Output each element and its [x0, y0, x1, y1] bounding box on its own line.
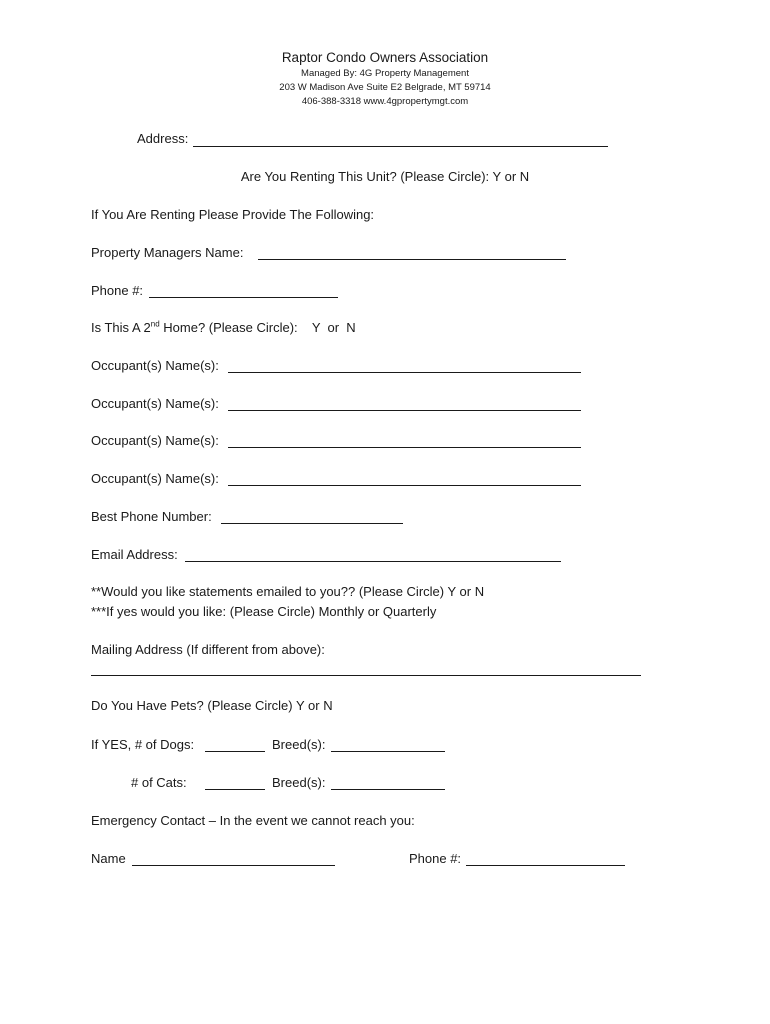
- occupant-label-1: Occupant(s) Name(s):: [91, 358, 219, 373]
- email-field[interactable]: [185, 561, 561, 562]
- cat-breeds-field[interactable]: [331, 789, 445, 790]
- renting-intro: If You Are Renting Please Provide The Following:: [91, 207, 375, 222]
- email-label: Email Address:: [91, 547, 178, 562]
- address-field[interactable]: [193, 146, 608, 147]
- manager-phone-field[interactable]: [149, 297, 338, 298]
- occupant-field-1[interactable]: [228, 372, 581, 373]
- cat-breeds-label: Breed(s):: [272, 775, 326, 790]
- emergency-phone-field[interactable]: [466, 865, 625, 866]
- property-manager-field[interactable]: [258, 259, 566, 260]
- dog-breeds-label: Breed(s):: [272, 737, 326, 752]
- office-address: 203 W Madison Ave Suite E2 Belgrade, MT 59714: [279, 82, 491, 93]
- occupant-label-4: Occupant(s) Name(s):: [91, 471, 219, 486]
- manager-phone-label: Phone #:: [91, 283, 144, 298]
- emergency-contact-label: Emergency Contact – In the event we cannot reach you:: [91, 813, 415, 828]
- best-phone-label: Best Phone Number:: [91, 509, 212, 524]
- best-phone-field[interactable]: [221, 523, 403, 524]
- occupant-label-3: Occupant(s) Name(s):: [91, 433, 219, 448]
- office-contact: 406-388-3318 www.4gpropertymgt.com: [301, 96, 469, 107]
- emergency-phone-label: Phone #:: [409, 851, 462, 866]
- occupant-field-4[interactable]: [228, 485, 581, 486]
- dog-breeds-field[interactable]: [331, 751, 445, 752]
- pets-question: Do You Have Pets? (Please Circle) Y or N: [91, 698, 333, 713]
- emergency-name-label: Name: [91, 851, 126, 866]
- occupant-field-3[interactable]: [228, 447, 581, 448]
- second-home-text: Is This A 2: [91, 320, 151, 335]
- second-home-options: Home? (Please Circle): Y or N: [159, 320, 356, 335]
- property-manager-label: Property Managers Name:: [91, 245, 244, 260]
- statements-frequency: ***If yes would you like: (Please Circle) Monthly or Quarterly: [91, 604, 437, 619]
- emergency-name-field[interactable]: [132, 865, 335, 866]
- dogs-label: If YES, # of Dogs:: [91, 737, 195, 752]
- statements-question: **Would you like statements emailed to you?? (Please Circle) Y or N: [91, 584, 485, 599]
- cats-count-field[interactable]: [205, 789, 265, 790]
- mailing-address-label: Mailing Address (If different from above):: [91, 642, 325, 657]
- second-home-question: [91, 320, 356, 335]
- renting-question: Are You Renting This Unit? (Please Circle): Y or N: [240, 169, 530, 184]
- mailing-address-field[interactable]: [91, 675, 641, 676]
- cats-label: # of Cats:: [131, 775, 187, 790]
- occupant-label-2: Occupant(s) Name(s):: [91, 396, 219, 411]
- second-home-sup: nd: [150, 319, 160, 329]
- dogs-count-field[interactable]: [205, 751, 265, 752]
- managed-by: Managed By: 4G Property Management: [301, 68, 469, 79]
- address-label: Address:: [137, 131, 189, 146]
- occupant-field-2[interactable]: [228, 410, 581, 411]
- form-title: Raptor Condo Owners Association: [281, 50, 489, 65]
